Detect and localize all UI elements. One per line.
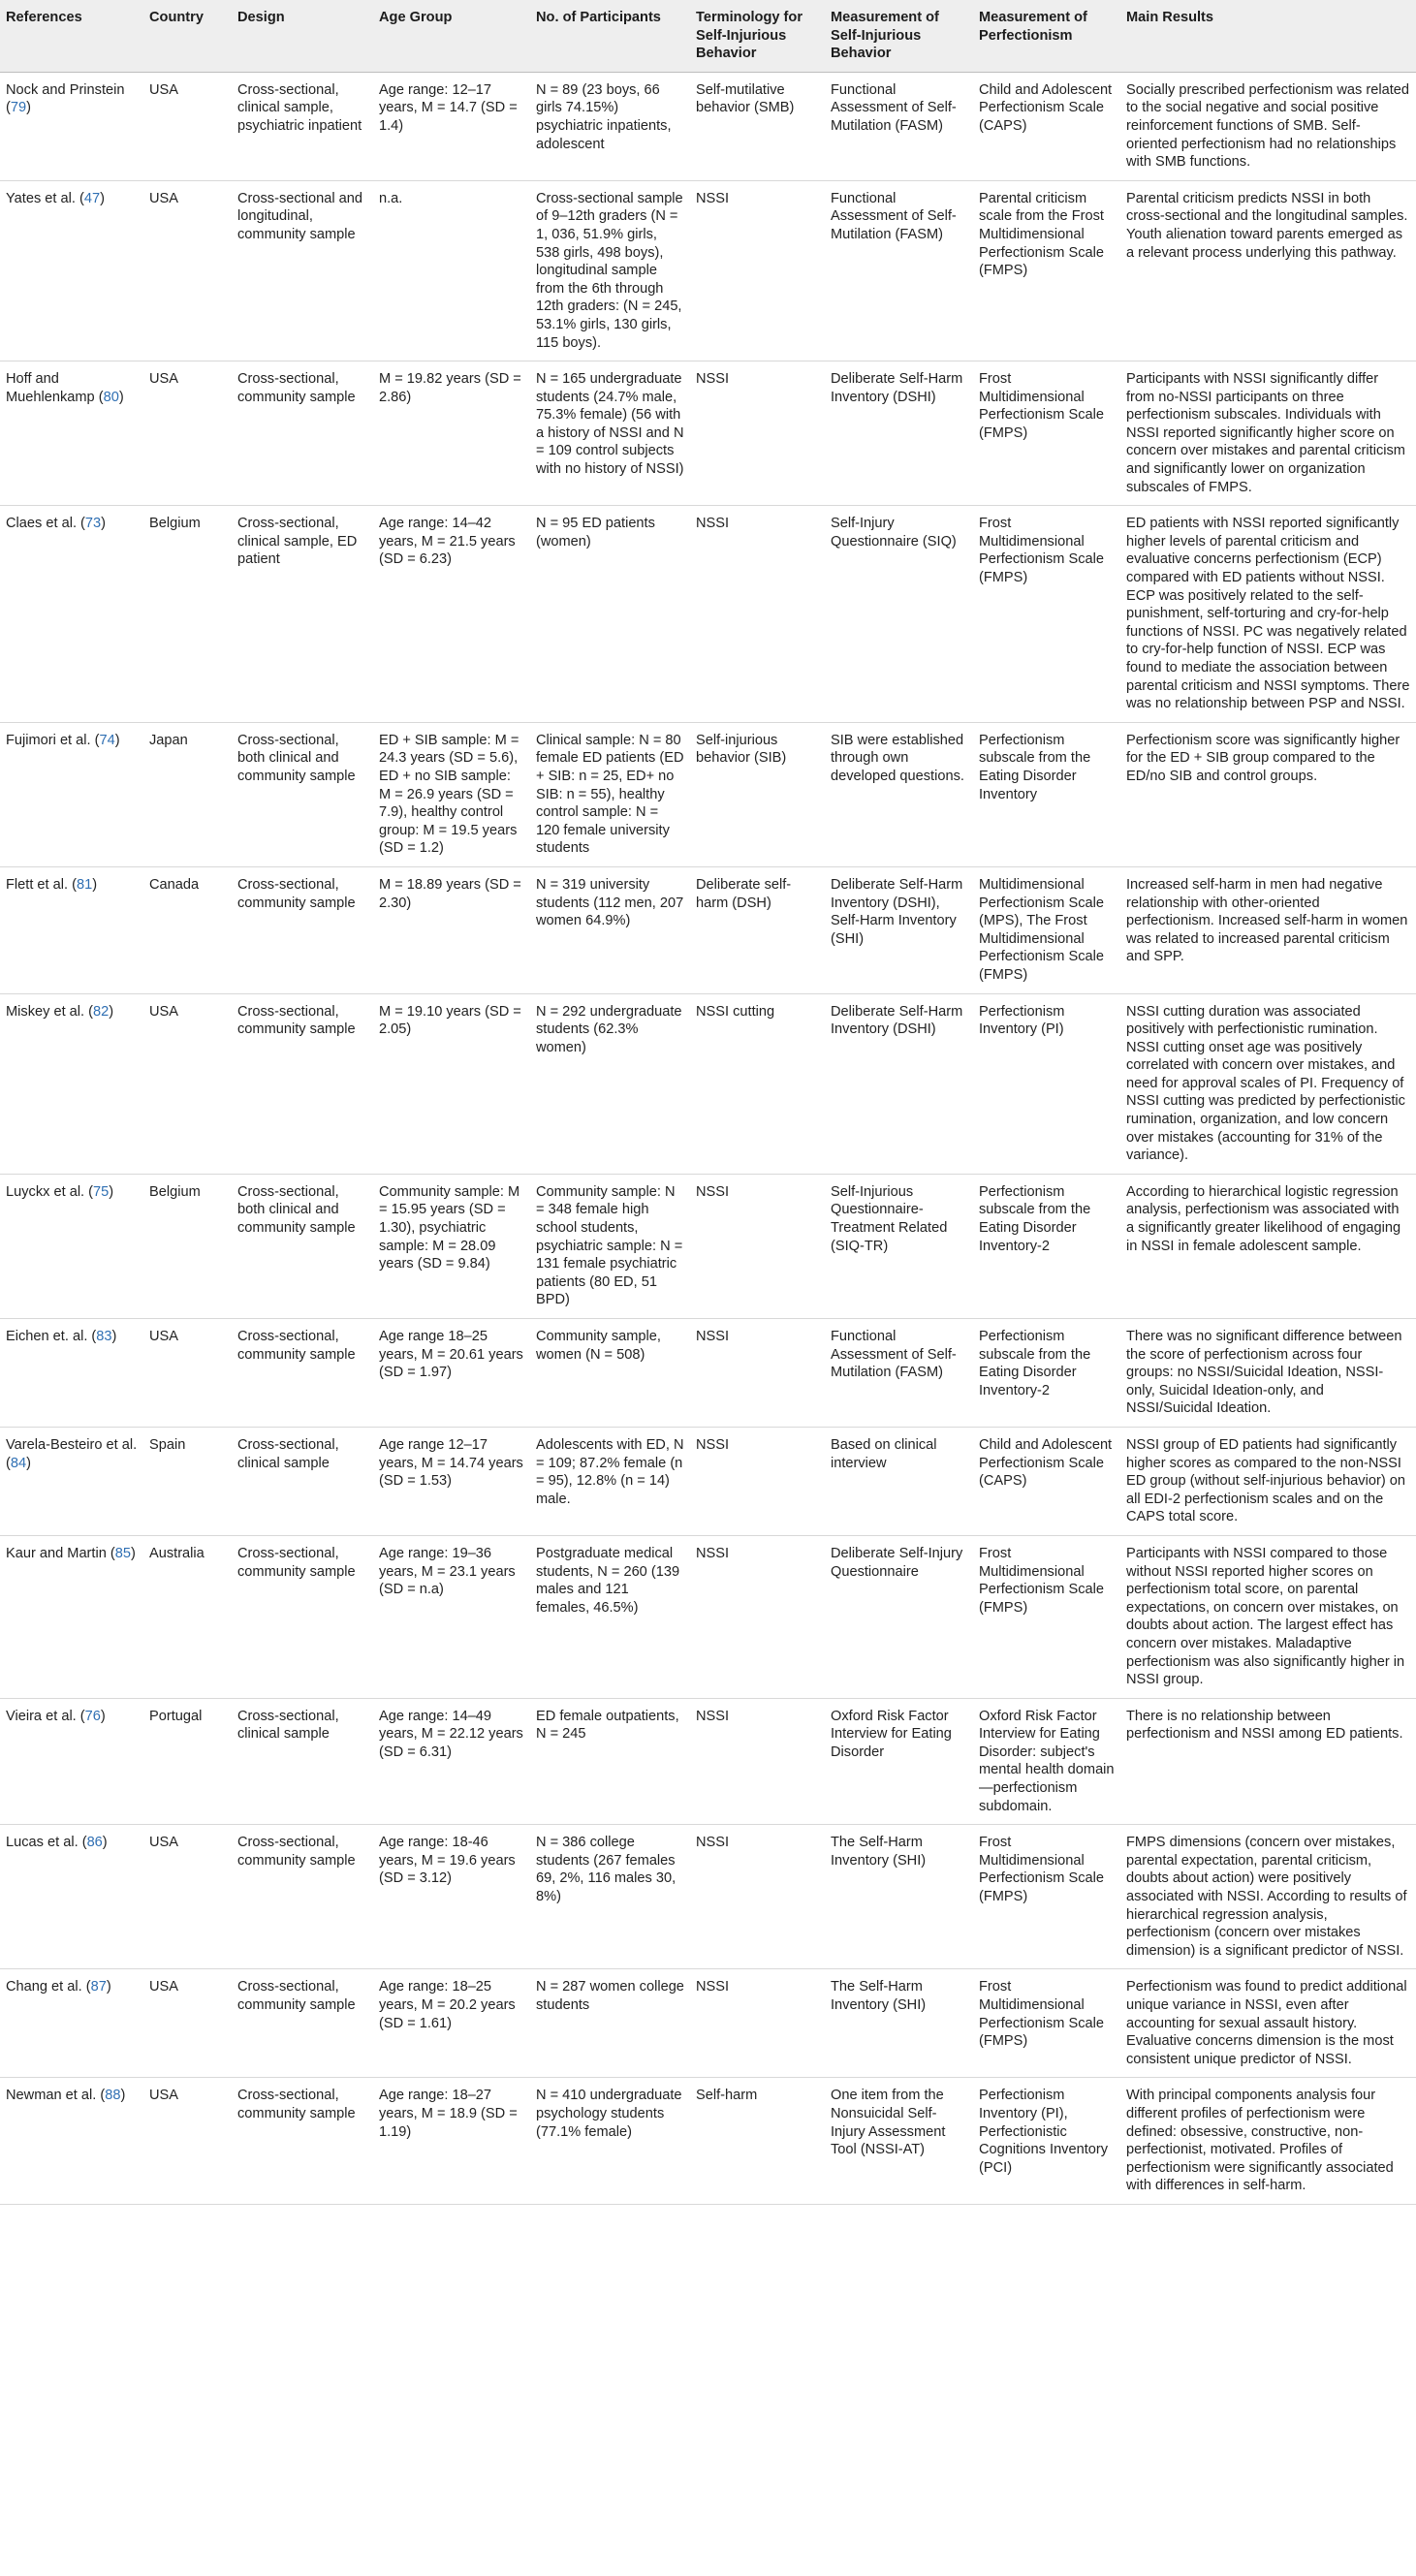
cell-design: Cross-sectional, both clinical and community sample	[232, 722, 373, 866]
cell-country: Portugal	[143, 1698, 232, 1825]
cell-measure-perfectionism: Frost Multidimensional Perfectionism Scale (FMPS)	[973, 1969, 1120, 2078]
cell-participants: ED female outpatients, N = 245	[530, 1698, 690, 1825]
cell-measure-perfectionism: Multidimensional Perfectionism Scale (MPS), The Frost Multidimensional Perfectionism Scale (FMPS)	[973, 866, 1120, 993]
cell-measure-sib: Oxford Risk Factor Interview for Eating Disorder	[825, 1698, 973, 1825]
cell-measure-sib: One item from the Nonsuicidal Self-Injury Assessment Tool (NSSI-AT)	[825, 2078, 973, 2205]
cell-measure-perfectionism: Perfectionism subscale from the Eating Disorder Inventory-2	[973, 1319, 1120, 1428]
cell-reference	[0, 506, 143, 723]
cell-terminology: NSSI	[690, 1698, 825, 1825]
cell-measure-perfectionism: Perfectionism Inventory (PI)	[973, 993, 1120, 1174]
cell-reference	[0, 361, 143, 506]
cell-measure-perfectionism: Frost Multidimensional Perfectionism Scale (FMPS)	[973, 1535, 1120, 1698]
reference-name: Hoff and Muehlenkamp (	[6, 371, 104, 405]
cell-age-group: M = 19.10 years (SD = 2.05)	[373, 993, 530, 1174]
cell-participants: Community sample, women (N = 508)	[530, 1319, 690, 1428]
reference-link[interactable]: 84	[10, 1455, 27, 1471]
cell-reference	[0, 1535, 143, 1698]
reference-name: Fujimori et al. (	[6, 732, 100, 748]
reference-name: Varela-Besteiro et al. (	[6, 1436, 138, 1471]
cell-main-results: NSSI cutting duration was associated positively with perfectionistic rumination. NSSI cutting onset age was positively correlated with concern over mistakes, and need for approval scales of PI. Frequency of NSSI cutting was predicted by perfectionistic rumination, organization, and low concern over mistakes (accounting for 31% of the variance).	[1120, 993, 1416, 1174]
table-row	[0, 2078, 1416, 2205]
cell-measure-perfectionism: Frost Multidimensional Perfectionism Scale (FMPS)	[973, 361, 1120, 506]
reference-name: Kaur and Martin (	[6, 1545, 115, 1561]
reference-close: )	[102, 1835, 108, 1851]
cell-terminology: NSSI	[690, 1319, 825, 1428]
cell-country: Japan	[143, 722, 232, 866]
cell-age-group: Age range: 12–17 years, M = 14.7 (SD = 1.4)	[373, 72, 530, 180]
cell-country: USA	[143, 993, 232, 1174]
cell-design: Cross-sectional, community sample	[232, 1969, 373, 2078]
header-terminology: Terminology for Self-Injurious Behavior	[690, 0, 825, 72]
cell-measure-perfectionism: Child and Adolescent Perfectionism Scale (CAPS)	[973, 72, 1120, 180]
cell-participants: Clinical sample: N = 80 female ED patients (ED + SIB: n = 25, ED+ no SIB: n = 55), healthy control sample: N = 120 female university students	[530, 722, 690, 866]
reference-name: Nock and Prinstein (	[6, 81, 125, 116]
table-row	[0, 1698, 1416, 1825]
table-row	[0, 993, 1416, 1174]
cell-reference	[0, 72, 143, 180]
cell-age-group: Community sample: M = 15.95 years (SD = 1.30), psychiatric sample: M = 28.09 years (SD = 9.84)	[373, 1174, 530, 1318]
cell-age-group: Age range: 19–36 years, M = 23.1 years (SD = n.a)	[373, 1535, 530, 1698]
table-body	[0, 72, 1416, 2204]
cell-participants: N = 319 university students (112 men, 207 women 64.9%)	[530, 866, 690, 993]
reference-name: Luyckx et al. (	[6, 1183, 94, 1200]
reference-close: )	[100, 190, 105, 206]
cell-measure-perfectionism: Parental criticism scale from the Frost Multidimensional Perfectionism Scale (FMPS)	[973, 180, 1120, 361]
reference-close: )	[26, 1455, 31, 1471]
cell-reference	[0, 722, 143, 866]
table-row	[0, 72, 1416, 180]
cell-design: Cross-sectional, clinical sample, ED patient	[232, 506, 373, 723]
cell-country: USA	[143, 72, 232, 180]
header-references: References	[0, 0, 143, 72]
cell-age-group: Age range: 18–27 years, M = 18.9 (SD = 1.19)	[373, 2078, 530, 2205]
cell-participants: N = 89 (23 boys, 66 girls 74.15%) psychiatric inpatients, adolescent	[530, 72, 690, 180]
cell-main-results: Increased self-harm in men had negative relationship with other-oriented perfectionism. Increased self-harm in women was related to increased parental criticism and SPP.	[1120, 866, 1416, 993]
header-design: Design	[232, 0, 373, 72]
reference-close: )	[118, 389, 124, 405]
cell-country: USA	[143, 1969, 232, 2078]
header-participants: No. of Participants	[530, 0, 690, 72]
cell-measure-sib: Deliberate Self-Harm Inventory (DSHI)	[825, 993, 973, 1174]
cell-reference	[0, 1174, 143, 1318]
cell-participants: N = 95 ED patients (women)	[530, 506, 690, 723]
cell-country: Australia	[143, 1535, 232, 1698]
table-row	[0, 866, 1416, 993]
cell-participants: Cross-sectional sample of 9–12th graders (N = 1, 036, 51.9% girls, 538 girls, 498 boys), longitudinal sample from the 6th through 12th graders: (N = 245, 53.1% girls, 130 girls, 115 boys).	[530, 180, 690, 361]
cell-age-group: M = 19.82 years (SD = 2.86)	[373, 361, 530, 506]
table-header	[0, 0, 1416, 72]
cell-participants: Postgraduate medical students, N = 260 (139 males and 121 females, 46.5%)	[530, 1535, 690, 1698]
cell-age-group: Age range: 18-46 years, M = 19.6 years (SD = 3.12)	[373, 1825, 530, 1969]
reference-link[interactable]: 76	[84, 1708, 101, 1724]
cell-design: Cross-sectional, community sample	[232, 1825, 373, 1969]
reference-close: )	[109, 1003, 114, 1020]
reference-close: )	[26, 100, 31, 116]
cell-terminology: NSSI	[690, 1969, 825, 2078]
reference-close: )	[100, 1708, 106, 1724]
cell-age-group: Age range: 14–49 years, M = 22.12 years (SD = 6.31)	[373, 1698, 530, 1825]
cell-age-group: ED + SIB sample: M = 24.3 years (SD = 5.6), ED + no SIB sample: M = 26.9 years (SD = 7.9), healthy control group: M = 19.5 years (SD = 1.2)	[373, 722, 530, 866]
cell-participants: N = 386 college students (267 females 69, 2%, 116 males 30, 8%)	[530, 1825, 690, 1969]
cell-main-results: Perfectionism was found to predict additional unique variance in NSSI, even after accounting for sexual assault history. Evaluative concerns dimension is the most consistent unique predictor of NSSI.	[1120, 1969, 1416, 2078]
cell-design: Cross-sectional, community sample	[232, 361, 373, 506]
cell-design: Cross-sectional and longitudinal, community sample	[232, 180, 373, 361]
reference-close: )	[130, 1545, 136, 1561]
cell-country: Spain	[143, 1427, 232, 1535]
table-row	[0, 1174, 1416, 1318]
cell-reference	[0, 866, 143, 993]
header-country: Country	[143, 0, 232, 72]
cell-reference	[0, 1825, 143, 1969]
reference-name: Claes et al. (	[6, 516, 85, 532]
cell-country: Belgium	[143, 506, 232, 723]
reference-close: )	[111, 1329, 117, 1344]
cell-design: Cross-sectional, community sample	[232, 1319, 373, 1428]
cell-age-group: Age range: 14–42 years, M = 21.5 years (SD = 6.23)	[373, 506, 530, 723]
cell-reference	[0, 2078, 143, 2205]
cell-participants: N = 292 undergraduate students (62.3% women)	[530, 993, 690, 1174]
cell-measure-sib: Functional Assessment of Self-Mutilation (FASM)	[825, 180, 973, 361]
cell-terminology: NSSI cutting	[690, 993, 825, 1174]
cell-measure-sib: Deliberate Self-Harm Inventory (DSHI)	[825, 361, 973, 506]
reference-link[interactable]: 83	[96, 1329, 112, 1344]
cell-age-group: Age range 12–17 years, M = 14.74 years (SD = 1.53)	[373, 1427, 530, 1535]
cell-terminology: NSSI	[690, 1825, 825, 1969]
reference-close: )	[120, 2088, 126, 2104]
cell-measure-sib: Self-Injury Questionnaire (SIQ)	[825, 506, 973, 723]
reference-link[interactable]: 87	[90, 1979, 107, 1995]
cell-main-results: Parental criticism predicts NSSI in both cross-sectional and the longitudinal samples. Youth alienation toward parents emerged as a relevant process underlying this pathway.	[1120, 180, 1416, 361]
cell-design: Cross-sectional, community sample	[232, 2078, 373, 2205]
cell-measure-sib: Based on clinical interview	[825, 1427, 973, 1535]
cell-measure-sib: The Self-Harm Inventory (SHI)	[825, 1969, 973, 2078]
cell-terminology: Deliberate self-harm (DSH)	[690, 866, 825, 993]
table-row	[0, 1969, 1416, 2078]
cell-main-results: FMPS dimensions (concern over mistakes, parental expectation, parental criticism, doubts about action) were positively associated with NSSI. According to results of hierarchical regression analysis, perfectionism (concern over mistakes dimension) is a significant predictor of NSSI.	[1120, 1825, 1416, 1969]
cell-country: USA	[143, 2078, 232, 2205]
cell-measure-sib: Functional Assessment of Self-Mutilation (FASM)	[825, 1319, 973, 1428]
cell-main-results: NSSI group of ED patients had significantly higher scores as compared to the non-NSSI ED group (without self-injurious behavior) on all EDI-2 perfectionism scales and on the CAPS total score.	[1120, 1427, 1416, 1535]
table-row	[0, 1535, 1416, 1698]
reference-link[interactable]: 47	[83, 190, 101, 206]
reference-name: Miskey et al. (	[6, 1003, 94, 1020]
cell-main-results: With principal components analysis four different profiles of perfectionism were defined: obsessive, constructive, non-perfectionist, motivated. Profiles of perfectionism were significantly associated with differences in self-harm.	[1120, 2078, 1416, 2205]
cell-design: Cross-sectional, community sample	[232, 866, 373, 993]
table-row	[0, 506, 1416, 723]
reference-close: )	[109, 1183, 114, 1200]
cell-participants: N = 287 women college students	[530, 1969, 690, 2078]
reference-link[interactable]: 88	[105, 2088, 121, 2104]
cell-country: USA	[143, 361, 232, 506]
cell-reference	[0, 1427, 143, 1535]
cell-reference	[0, 1969, 143, 2078]
cell-age-group: M = 18.89 years (SD = 2.30)	[373, 866, 530, 993]
cell-reference	[0, 1698, 143, 1825]
table-row	[0, 1427, 1416, 1535]
cell-main-results: There is no relationship between perfectionism and NSSI among ED patients.	[1120, 1698, 1416, 1825]
cell-main-results: Perfectionism score was significantly higher for the ED + SIB group compared to the ED/no SIB and control groups.	[1120, 722, 1416, 866]
cell-main-results: There was no significant difference between the score of perfectionism across four groups: no NSSI/Suicidal Ideation, NSSI-only, Suicidal Ideation-only, and NSSI/Suicidal Ideation.	[1120, 1319, 1416, 1428]
cell-design: Cross-sectional, community sample	[232, 1535, 373, 1698]
reference-name: Yates et al. (	[6, 190, 84, 206]
reference-close: )	[92, 876, 98, 893]
cell-main-results: ED patients with NSSI reported significantly higher levels of parental criticism and evaluative concerns perfectionism (ECP) compared with ED patients without NSSI. ECP was positively related to the self-punishment, self-torturing and cry-for-help functions of NSSI. PC was negatively related to cry-for-help function of NSSI. ECP was found to mediate the association between parental criticism and NSSI symptoms. There was no relationship between PSP and NSSI.	[1120, 506, 1416, 723]
cell-main-results: Socially prescribed perfectionism was related to the social negative and social positive reinforcement functions of SMB. Self-oriented perfectionism had no relationships with SMB functions.	[1120, 72, 1416, 180]
reference-close: )	[101, 516, 107, 532]
cell-main-results: Participants with NSSI significantly differ from no-NSSI participants on three perfectionism subscales. Individuals with NSSI reported significantly higher score on concern over mistakes and parental criticism and significantly lower on organization subscales of FMPS.	[1120, 361, 1416, 506]
table-row	[0, 1825, 1416, 1969]
cell-reference	[0, 180, 143, 361]
cell-measure-perfectionism: Frost Multidimensional Perfectionism Scale (FMPS)	[973, 506, 1120, 723]
cell-terminology: NSSI	[690, 180, 825, 361]
reference-link[interactable]: 85	[114, 1545, 131, 1561]
cell-terminology: Self-harm	[690, 2078, 825, 2205]
cell-terminology: Self-mutilative behavior (SMB)	[690, 72, 825, 180]
header-measure-sib: Measurement of Self-Injurious Behavior	[825, 0, 973, 72]
reference-name: Lucas et al. (	[6, 1835, 87, 1851]
reference-link[interactable]: 82	[93, 1003, 110, 1020]
cell-country: Belgium	[143, 1174, 232, 1318]
cell-measure-perfectionism: Perfectionism Inventory (PI), Perfectionistic Cognitions Inventory (PCI)	[973, 2078, 1120, 2205]
cell-terminology: NSSI	[690, 506, 825, 723]
cell-measure-perfectionism: Child and Adolescent Perfectionism Scale (CAPS)	[973, 1427, 1120, 1535]
cell-participants: N = 410 undergraduate psychology students (77.1% female)	[530, 2078, 690, 2205]
cell-country: USA	[143, 1825, 232, 1969]
cell-age-group: Age range: 18–25 years, M = 20.2 years (SD = 1.61)	[373, 1969, 530, 2078]
cell-design: Cross-sectional, clinical sample	[232, 1427, 373, 1535]
cell-reference	[0, 993, 143, 1174]
cell-measure-sib: The Self-Harm Inventory (SHI)	[825, 1825, 973, 1969]
cell-measure-sib: SIB were established through own developed questions.	[825, 722, 973, 866]
cell-terminology: NSSI	[690, 1535, 825, 1698]
table-row	[0, 361, 1416, 506]
cell-reference	[0, 1319, 143, 1428]
header-age-group: Age Group	[373, 0, 530, 72]
cell-terminology: NSSI	[690, 1427, 825, 1535]
reference-link[interactable]: 80	[103, 389, 119, 405]
cell-terminology: NSSI	[690, 1174, 825, 1318]
reference-link[interactable]: 86	[86, 1835, 103, 1851]
cell-measure-perfectionism: Perfectionism subscale from the Eating Disorder Inventory	[973, 722, 1120, 866]
cell-age-group: n.a.	[373, 180, 530, 361]
table-row	[0, 180, 1416, 361]
reference-link[interactable]: 81	[77, 876, 93, 893]
cell-age-group: Age range 18–25 years, M = 20.61 years (SD = 1.97)	[373, 1319, 530, 1428]
reference-name: Chang et al. (	[6, 1979, 91, 1995]
cell-country: Canada	[143, 866, 232, 993]
reference-close: )	[106, 1979, 111, 1995]
reference-link[interactable]: 74	[99, 732, 115, 748]
cell-design: Cross-sectional, clinical sample, psychiatric inpatient	[232, 72, 373, 180]
cell-participants: N = 165 undergraduate students (24.7% male, 75.3% female) (56 with a history of NSSI and N = 109 control subjects with no history of NSSI)	[530, 361, 690, 506]
cell-measure-sib: Self-Injurious Questionnaire-Treatment Related (SIQ-TR)	[825, 1174, 973, 1318]
cell-measure-perfectionism: Oxford Risk Factor Interview for Eating Disorder: subject's mental health domain—perfectionism subdomain.	[973, 1698, 1120, 1825]
cell-measure-perfectionism: Perfectionism subscale from the Eating Disorder Inventory-2	[973, 1174, 1120, 1318]
reference-link[interactable]: 73	[84, 516, 102, 532]
reference-close: )	[114, 732, 120, 748]
header-main-results: Main Results	[1120, 0, 1416, 72]
table-row	[0, 1319, 1416, 1428]
reference-name: Eichen et. al. (	[6, 1329, 97, 1344]
cell-terminology: NSSI	[690, 361, 825, 506]
cell-design: Cross-sectional, both clinical and community sample	[232, 1174, 373, 1318]
cell-main-results: According to hierarchical logistic regression analysis, perfectionism was associated with a significantly greater likelihood of engaging in NSSI in female adolescent sample.	[1120, 1174, 1416, 1318]
table-row	[0, 722, 1416, 866]
reference-name: Vieira et al. (	[6, 1708, 85, 1724]
cell-country: USA	[143, 1319, 232, 1428]
cell-design: Cross-sectional, clinical sample	[232, 1698, 373, 1825]
cell-country: USA	[143, 180, 232, 361]
cell-measure-perfectionism: Frost Multidimensional Perfectionism Scale (FMPS)	[973, 1825, 1120, 1969]
cell-participants: Adolescents with ED, N = 109; 87.2% female (n = 95), 12.8% (n = 14) male.	[530, 1427, 690, 1535]
reference-link[interactable]: 75	[93, 1183, 110, 1200]
header-measure-perfectionism: Measurement of Perfectionism	[973, 0, 1120, 72]
cell-design: Cross-sectional, community sample	[232, 993, 373, 1174]
cell-terminology: Self-injurious behavior (SIB)	[690, 722, 825, 866]
header-row	[0, 0, 1416, 72]
reference-link[interactable]: 79	[10, 100, 27, 116]
cell-main-results: Participants with NSSI compared to those without NSSI reported higher scores on perfectionism total score, on parental expectations, on concern over mistakes, on doubts about action. The largest effect has concern over mistakes. Maladaptive perfectionism was also significantly higher in NSSI group.	[1120, 1535, 1416, 1698]
cell-measure-sib: Deliberate Self-Injury Questionnaire	[825, 1535, 973, 1698]
cell-participants: Community sample: N = 348 female high school students, psychiatric sample: N = 131 female psychiatric patients (80 ED, 51 BPD)	[530, 1174, 690, 1318]
cell-measure-sib: Deliberate Self-Harm Inventory (DSHI), Self-Harm Inventory (SHI)	[825, 866, 973, 993]
cell-measure-sib: Functional Assessment of Self-Mutilation (FASM)	[825, 72, 973, 180]
reference-name: Newman et al. (	[6, 2088, 106, 2104]
reference-name: Flett et al. (	[6, 876, 77, 893]
